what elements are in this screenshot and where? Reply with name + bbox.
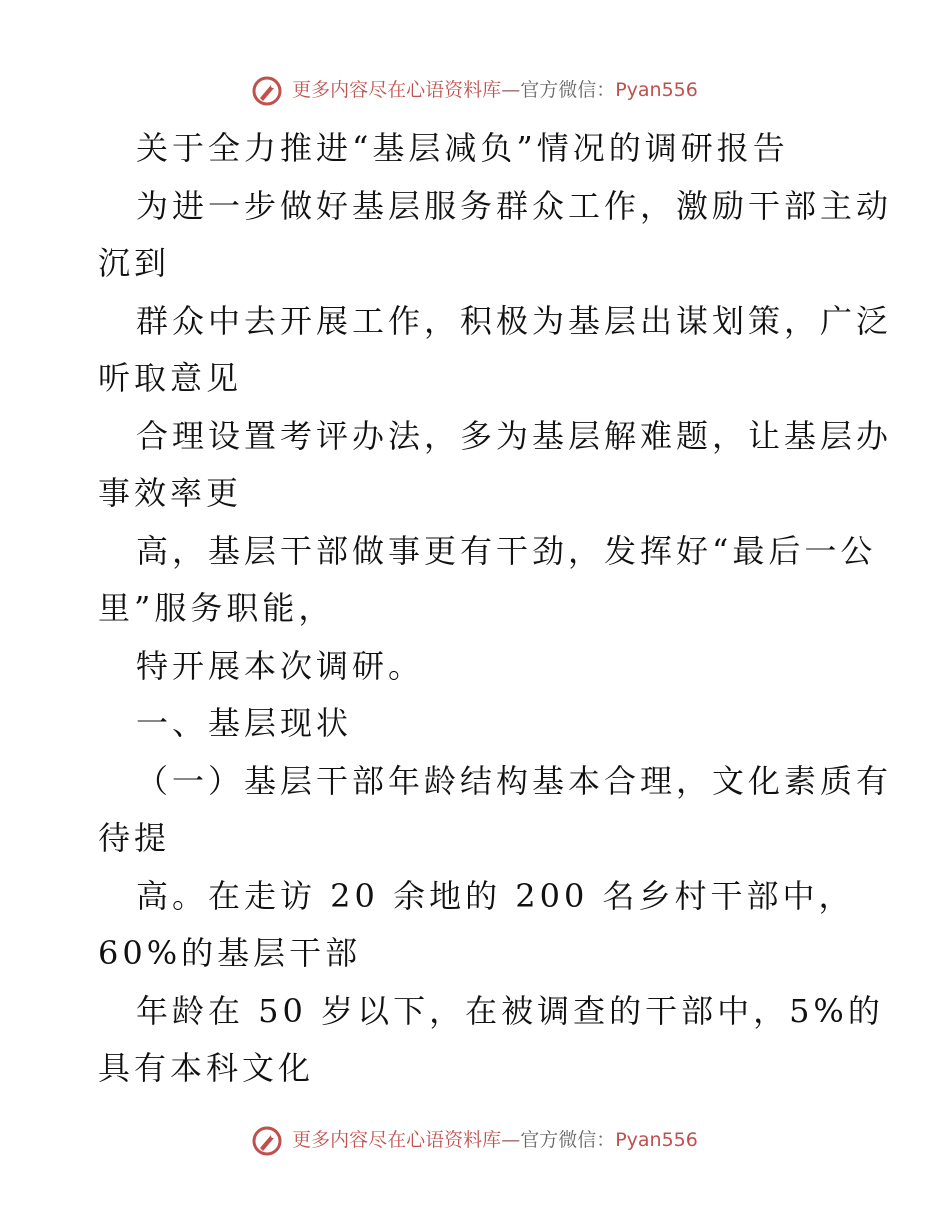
paragraph-line: 高，基层干部做事更有干劲，发挥好“最后一公 bbox=[136, 531, 877, 570]
pen-logo-icon bbox=[252, 1126, 282, 1156]
paragraph-line: 高。在走访 20 余地的 200 名乡村干部中， bbox=[136, 876, 855, 915]
paragraph-line: 具有本科文化 bbox=[98, 1049, 315, 1087]
paragraph-line: 沉到 bbox=[98, 244, 171, 282]
pen-logo-icon bbox=[252, 76, 282, 106]
paragraph-line: 合理设置考评办法，多为基层解难题，让基层办 bbox=[136, 416, 893, 455]
watermark-wechat-label: 官方微信： bbox=[520, 1129, 616, 1151]
watermark-separator: — bbox=[501, 1129, 521, 1151]
paragraph-line: 年龄在 50 岁以下，在被调查的干部中，5%的 bbox=[136, 991, 884, 1030]
paragraph-line: 为进一步做好基层服务群众工作，激励干部主动 bbox=[136, 186, 893, 225]
paragraph-line: 群众中去开展工作，积极为基层出谋划策，广泛 bbox=[136, 301, 893, 340]
paragraph-line: 60%的基层干部 bbox=[98, 934, 362, 972]
watermark-main-text: 更多内容尽在心语资料库 bbox=[292, 79, 502, 101]
paragraph-line: 特开展本次调研。 bbox=[136, 646, 425, 685]
watermark-wechat-label: 官方微信： bbox=[520, 79, 616, 101]
paragraph-line: 待提 bbox=[98, 819, 171, 857]
watermark-separator: — bbox=[501, 79, 521, 101]
document-body bbox=[98, 120, 893, 1098]
header-watermark bbox=[0, 72, 950, 108]
paragraph-line: 里”服务职能， bbox=[98, 589, 335, 627]
paragraph-line: 听取意见 bbox=[98, 359, 243, 397]
paragraph-line: 事效率更 bbox=[98, 474, 243, 512]
footer-watermark bbox=[0, 1122, 950, 1158]
watermark-wechat-id: Pyan556 bbox=[615, 79, 698, 101]
watermark-wechat-id: Pyan556 bbox=[615, 1129, 698, 1151]
subsection-heading: （一）基层干部年龄结构基本合理，文化素质有 bbox=[136, 761, 893, 800]
section-heading: 一、基层现状 bbox=[136, 704, 353, 742]
watermark-main-text: 更多内容尽在心语资料库 bbox=[292, 1129, 502, 1151]
document-title: 关于全力推进“基层减负”情况的调研报告 bbox=[136, 129, 789, 167]
